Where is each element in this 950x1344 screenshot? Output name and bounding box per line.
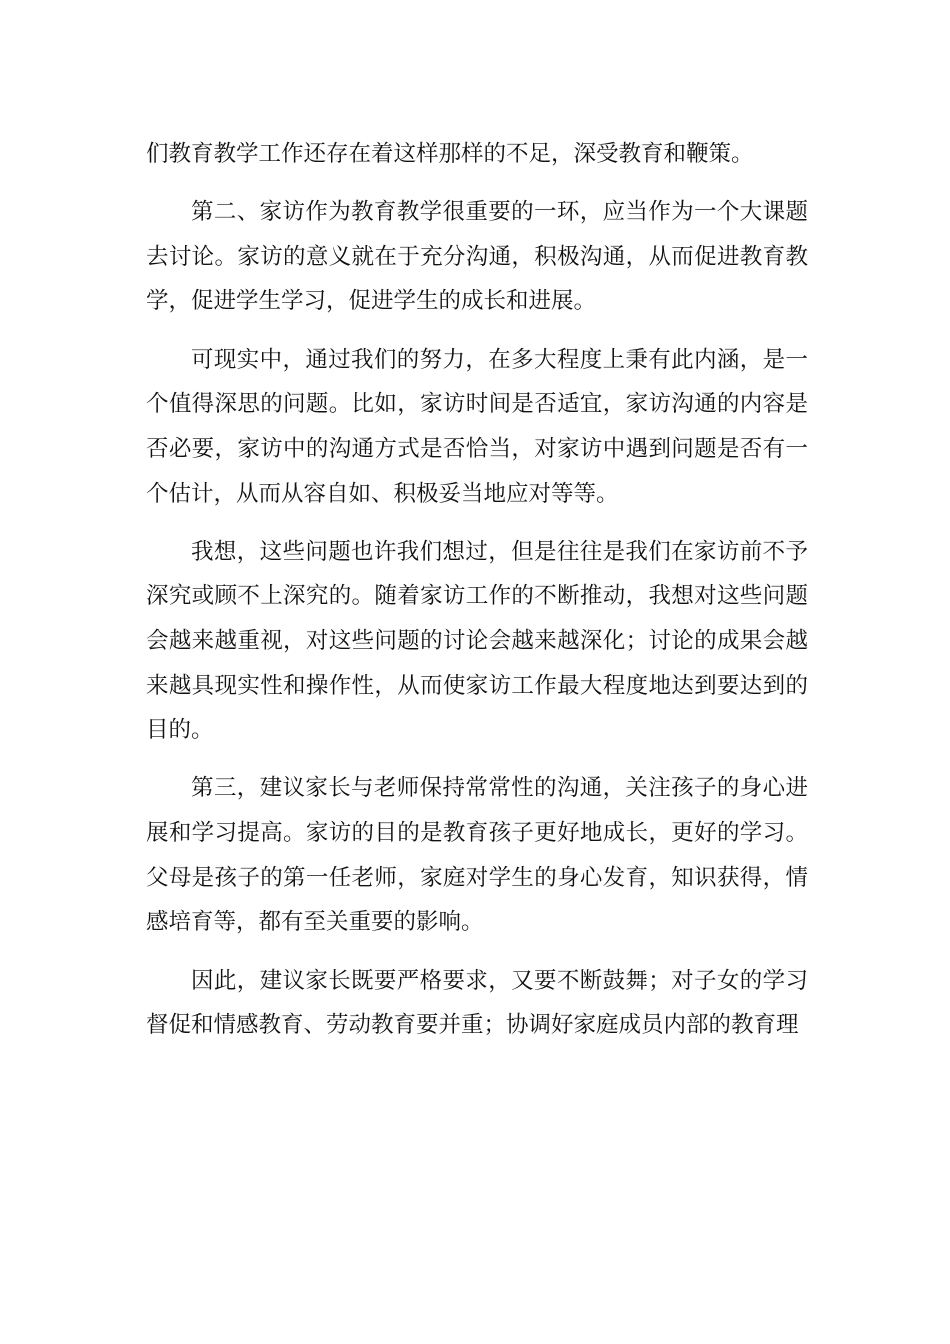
paragraph-parent-teacher-communication: 第三，建议家长与老师保持常常性的沟通，关注孩子的身心进展和学习提高。家访的目的是教育孩子更好地成长，更好的学习。父母是孩子的第一任老师，家庭对学生的身心发育，知识获得，情感培育等，都有至关重要的影响。 (146, 775, 808, 936)
paragraph-reality-reflection: 可现实中，通过我们的努力，在多大程度上秉有此内涵，是一个值得深思的问题。比如，家访时间是否适宜，家访沟通的内容是否必要，家访中的沟通方式是否恰当，对家访中遇到问题是否有一个估计，从而从容自如、积极妥当地应对等等。 (146, 346, 808, 507)
paragraph-continuation: 们教育教学工作还存在着这样那样的不足，深受教育和鞭策。 (146, 141, 754, 167)
paragraph-parent-advice: 因此，建议家长既要严格要求，又要不断鼓舞；对子女的学习督促和情感教育、劳动教育要并重；协调好家庭成员内部的教育理 (146, 967, 808, 1039)
document-body (146, 132, 808, 1061)
paragraph-deeper-research: 我想，这些问题也许我们想过，但是往往是我们在家访前不予深究或顾不上深究的。随着家访工作的不断推动，我想对这些问题会越来越重视，对这些问题的讨论会越来越深化；讨论的成果会越来越具现实性和操作性，从而使家访工作最大程度地达到要达到的目的。 (146, 538, 808, 744)
paragraph-home-visit-importance: 第二、家访作为教育教学很重要的一环，应当作为一个大课题去讨论。家访的意义就在于充分沟通，积极沟通，从而促进教育教学，促进学生学习，促进学生的成长和进展。 (146, 199, 808, 315)
